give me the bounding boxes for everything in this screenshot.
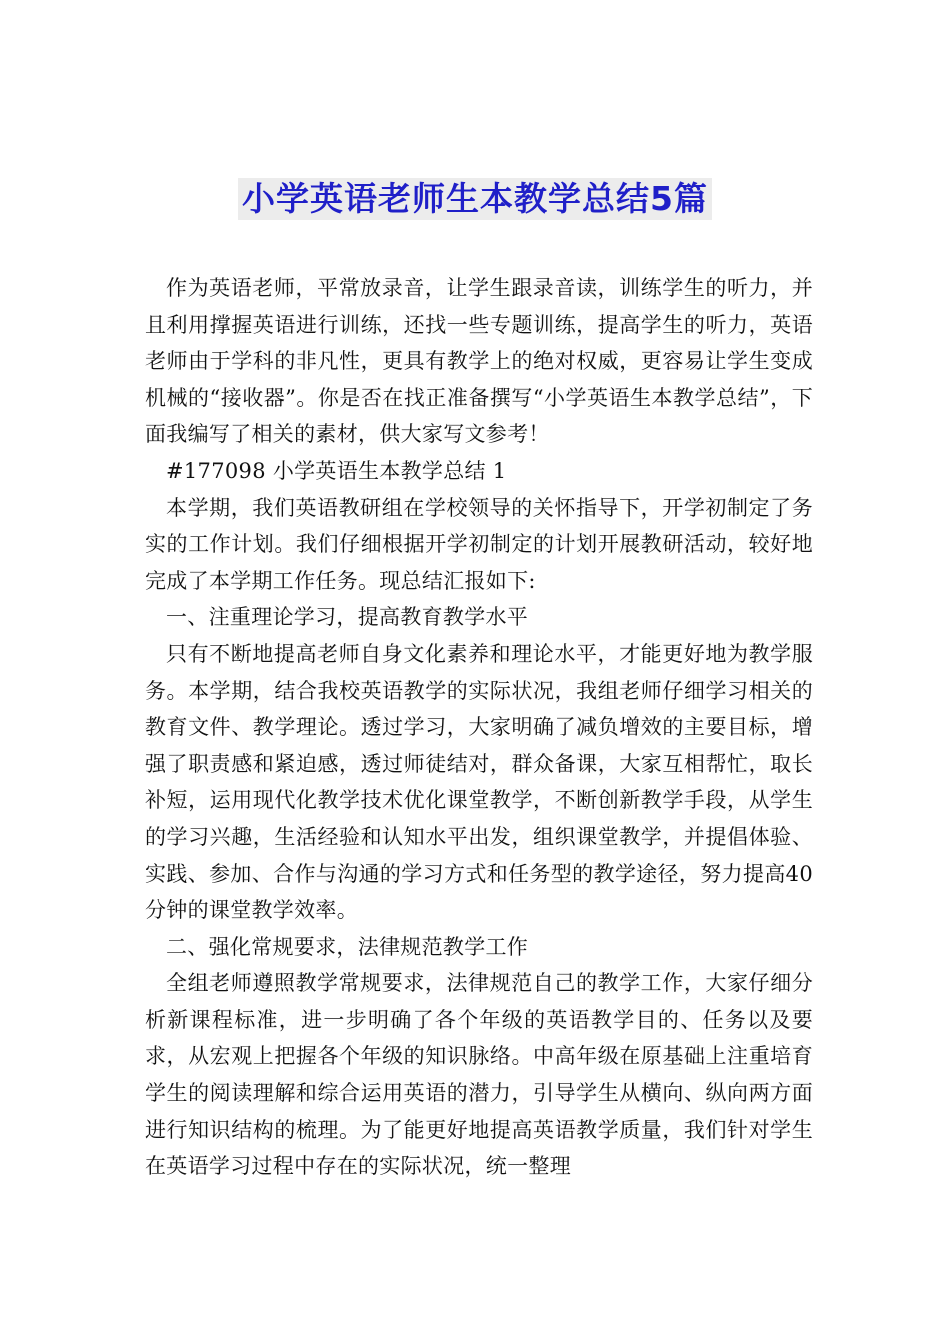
document-body <box>145 270 813 1185</box>
subheading-1: 一、注重理论学习，提高教育教学水平 <box>166 605 529 630</box>
intro-paragraph: 作为英语老师，平常放录音，让学生跟录音读，训练学生的听力，并且利用撑握英语进行训练，还找一些专题训练，提高学生的听力，英语老师由于学科的非凡性，更具有教学上的绝对权威，更容易让学生变成机械的“接收器”。你是否在找正准备撰写“小学英语生本教学总结”，下面我编写了相关的素材，供大家写文参考！ <box>145 276 813 447</box>
body-paragraph: 全组老师遵照教学常规要求，法律规范自己的教学工作，大家仔细分析新课程标准，进一步明确了各个年级的英语教学目的、任务以及要求，从宏观上把握各个年级的知识脉络。中高年级在原基础上注重培育学生的阅读理解和综合运用英语的潜力，引导学生从横向、纵向两方面进行知识结构的梳理。为了能更好地提高英语教学质量，我们针对学生在英语学习过程中存在的实际状况，统一整理 <box>145 971 813 1179</box>
body-paragraph: 只有不断地提高老师自身文化素养和理论水平，才能更好地为教学服务。本学期，结合我校英语教学的实际状况，我组老师仔细学习相关的教育文件、教学理论。透过学习，大家明确了减负增效的主要目标，增强了职责感和紧迫感，透过师徒结对，群众备课，大家互相帮忙，取长补短，运用现代化教学技术优化课堂教学，不断创新教学手段，从学生的学习兴趣，生活经验和认知水平出发，组织课堂教学，并提倡体验、实践、参加、合作与沟通的学习方式和任务型的教学途径，努力提高40分钟的课堂教学效率。 <box>145 641 813 923</box>
body-paragraph: 本学期，我们英语教研组在学校领导的关怀指导下，开学初制定了务实的工作计划。我们仔细根据开学初制定的计划开展教研活动，较好地完成了本学期工作任务。现总结汇报如下: <box>145 495 813 593</box>
subheading-2: 二、强化常规要求，法律规范教学工作 <box>166 934 529 959</box>
document-title: 小学英语老师生本教学总结5篇 <box>238 178 712 220</box>
title-container <box>0 178 950 220</box>
section-heading-1: #177098 小学英语生本教学总结 1 <box>166 458 507 483</box>
